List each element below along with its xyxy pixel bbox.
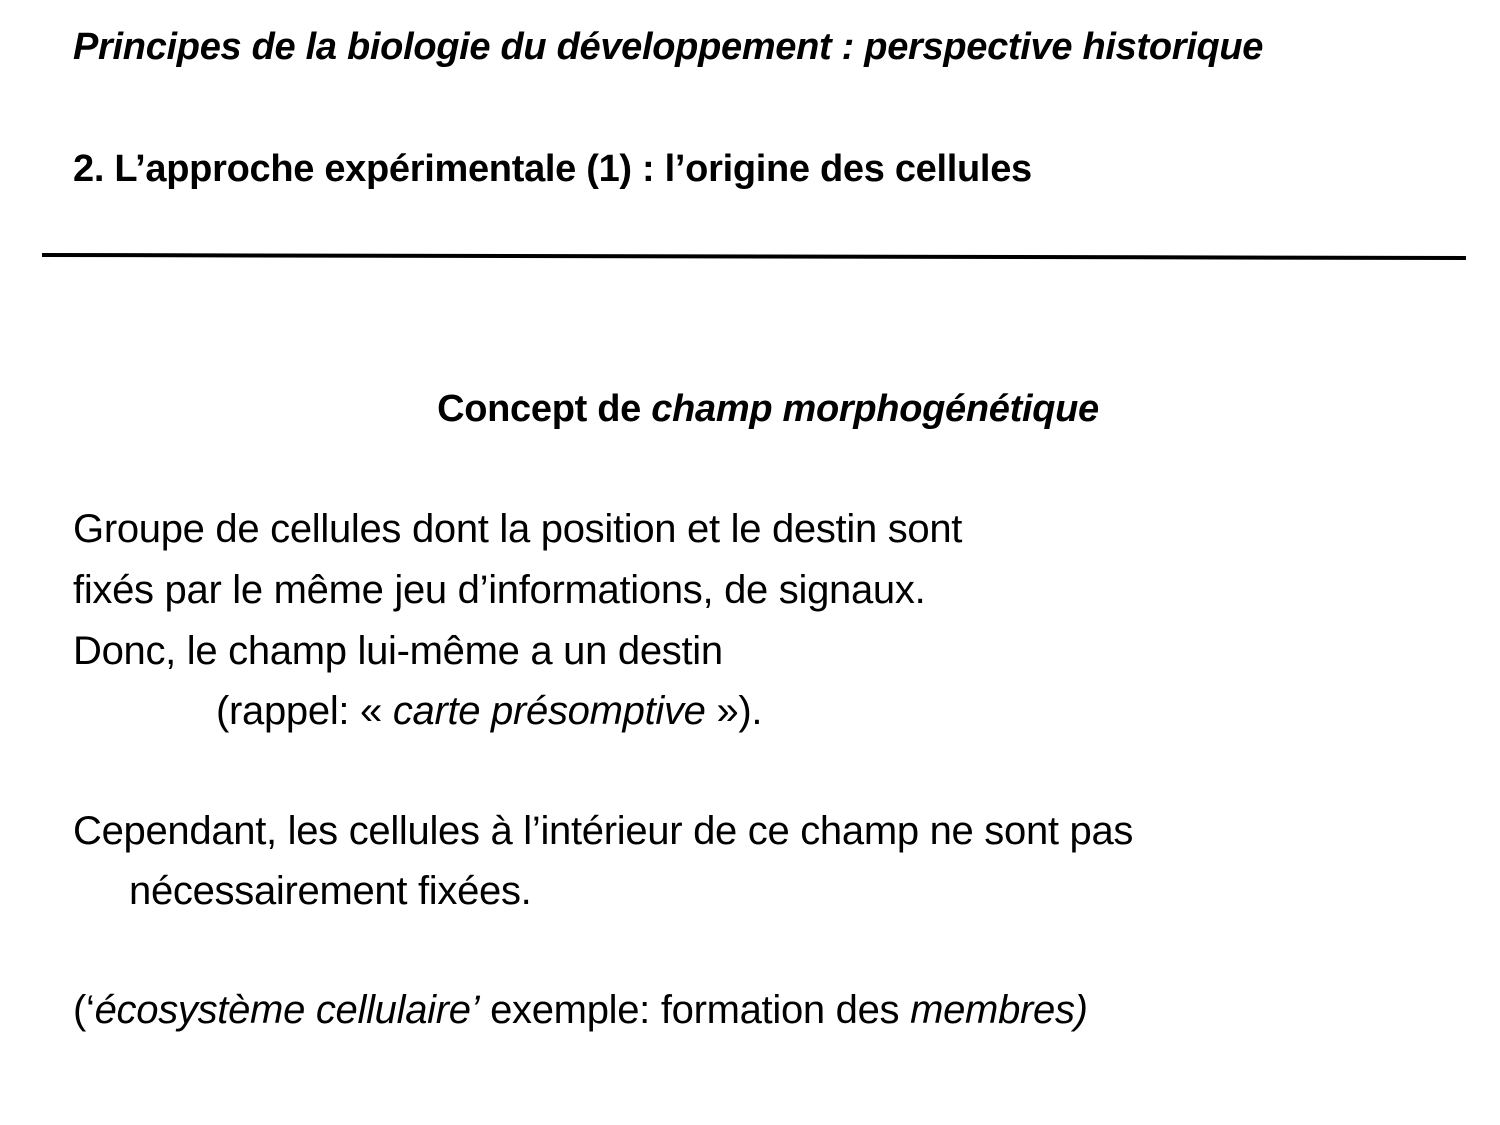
reminder-prefix: (rappel: « (216, 689, 393, 733)
example-middle: exemple: formation des (479, 988, 911, 1032)
example-emphasis-members: membres) (910, 988, 1088, 1032)
definition-line-3: Donc, le champ lui-même a un destin (73, 629, 723, 673)
definition-line-2: fixés par le même jeu d’informations, de signaux. (73, 568, 926, 612)
concept-heading-prefix: Concept de (437, 388, 652, 430)
however-line-2: nécessairement fixées. (129, 869, 532, 913)
slide-subtitle: 2. L’approche expérimentale (1) : l’origine des cellules (73, 148, 1032, 190)
concept-heading (0, 388, 1500, 431)
example-emphasis-ecosystem: écosystème cellulaire’ (94, 988, 480, 1032)
definition-reminder (216, 689, 762, 734)
title-divider (42, 253, 1466, 260)
slide-title: Principes de la biologie du développement : perspective historique (73, 26, 1264, 68)
example-line (73, 988, 1088, 1033)
however-line-1: Cependant, les cellules à l’intérieur de ce champ ne sont pas (73, 809, 1134, 853)
definition-line-1: Groupe de cellules dont la position et le destin sont (73, 507, 963, 551)
example-open: (‘ (73, 988, 95, 1032)
reminder-emphasis: carte présomptive (392, 689, 706, 733)
reminder-suffix: »). (705, 689, 763, 733)
concept-heading-emphasis: champ morphogénétique (651, 388, 1099, 430)
